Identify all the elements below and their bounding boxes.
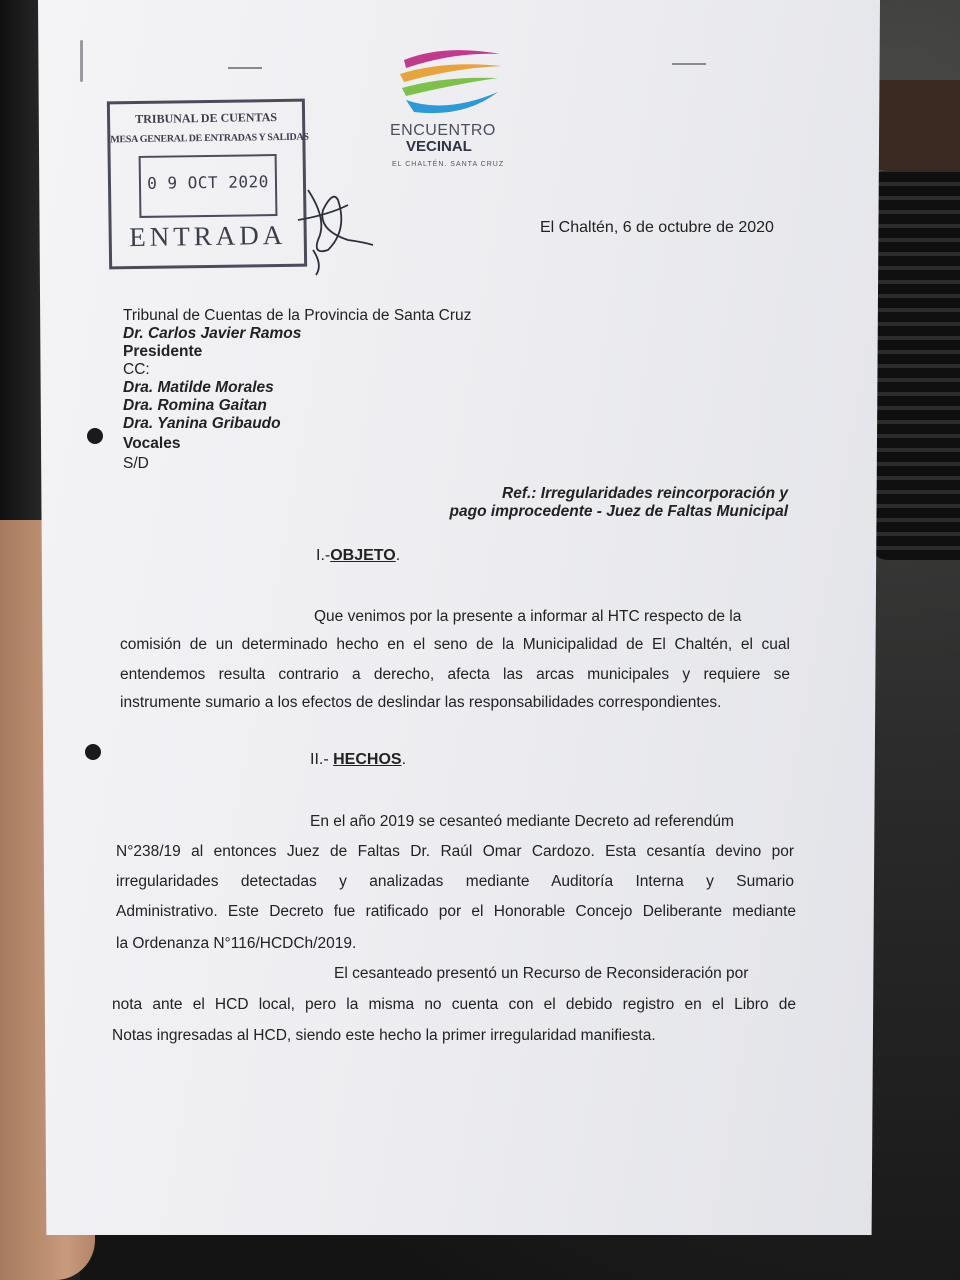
stamp-date: 0 9 OCT 2020 [147,172,269,193]
signature [288,180,383,280]
logo-word-encuentro: ENCUENTRO [390,122,496,139]
encuentro-vecinal-logo [388,46,513,168]
section2-p2-line3: Notas ingresadas al HCD, siendo este hecho la primer irregularidad manifiesta. [112,1027,656,1044]
cc-name-1: Dra. Matilde Morales [123,379,274,396]
section1-suffix: . [395,547,401,564]
section1-heading [316,547,400,565]
section2-p1-line4: Administrativo. Este Decreto fue ratificado por el Honorable Concejo Deliberante mediante [116,903,796,920]
fold-mark [228,67,262,69]
staple [80,40,83,82]
section1-prefix: I.- [316,547,331,564]
section2-heading [310,751,406,769]
cc-name-2: Dra. Romina Gaitan [123,397,267,414]
section2-p1-line5: la Ordenanza N°116/HCDCh/2019. [116,935,357,952]
section1-line2: comisión de un determinado hecho en el seno de la Municipalidad de El Chaltén, el cual [120,636,790,653]
reference-line2: pago improcedente - Juez de Faltas Municipal [449,503,788,520]
section2-p1-line2: N°238/19 al entonces Juez de Faltas Dr. Raúl Omar Cardozo. Esta cesantía devino por [116,843,794,860]
logo-subtitle: EL CHALTÉN. SANTA CRUZ [392,161,505,168]
addressee-name: Dr. Carlos Javier Ramos [123,325,302,342]
stamp-entrada: ENTRADA [129,219,287,253]
section1-line3: entendemos resulta contrario a derecho, afecta las arcas municipales y requiere se [120,666,790,683]
stamp-date-box [139,154,278,218]
section2-p2-line1: El cesanteado presentó un Recurso de Reconsideración por [334,965,749,982]
cushion [870,80,960,170]
section2-title: HECHOS [333,751,402,768]
logo-word-vecinal: VECINAL [406,138,472,155]
air-vent [868,170,960,560]
section2-p1-line1: En el año 2019 se cesanteó mediante Decreto ad referendúm [310,813,734,830]
addressee-institution: Tribunal de Cuentas de la Provincia de Santa Cruz [123,307,472,324]
section2-p1-line3: irregularidades detectadas y analizadas mediante Auditoría Interna y Sumario [116,873,794,890]
stamp-line1: TRIBUNAL DE CUENTAS [135,110,278,126]
fold-mark [672,63,706,65]
entrada-stamp [107,99,307,270]
sd-label: S/D [123,455,149,472]
section2-prefix: II.- [310,751,334,768]
reference-line1: Ref.: Irregularidades reincorporación y [502,485,788,502]
section2-p2-line2: nota ante el HCD local, pero la misma no cuenta con el debido registro en el Libro de [112,996,796,1013]
section1-line4: instrumente sumario a los efectos de deslindar las responsabilidades correspondientes. [120,694,722,711]
section1-title: OBJETO [330,547,396,564]
cc-label: CC: [123,361,150,378]
logo-mark-icon [394,46,506,118]
addressee-role: Presidente [123,343,203,360]
stamp-line2: MESA GENERAL DE ENTRADAS Y SALIDAS [110,131,309,146]
punch-hole [85,744,101,760]
place-date: El Chaltén, 6 de octubre de 2020 [540,219,774,236]
cc-name-3: Dra. Yanina Gribaudo [123,415,281,432]
section1-line1: Que venimos por la presente a informar al HTC respecto de la [314,608,742,625]
punch-hole [87,428,103,444]
section2-suffix: . [401,751,407,768]
cc-role: Vocales [123,435,181,452]
